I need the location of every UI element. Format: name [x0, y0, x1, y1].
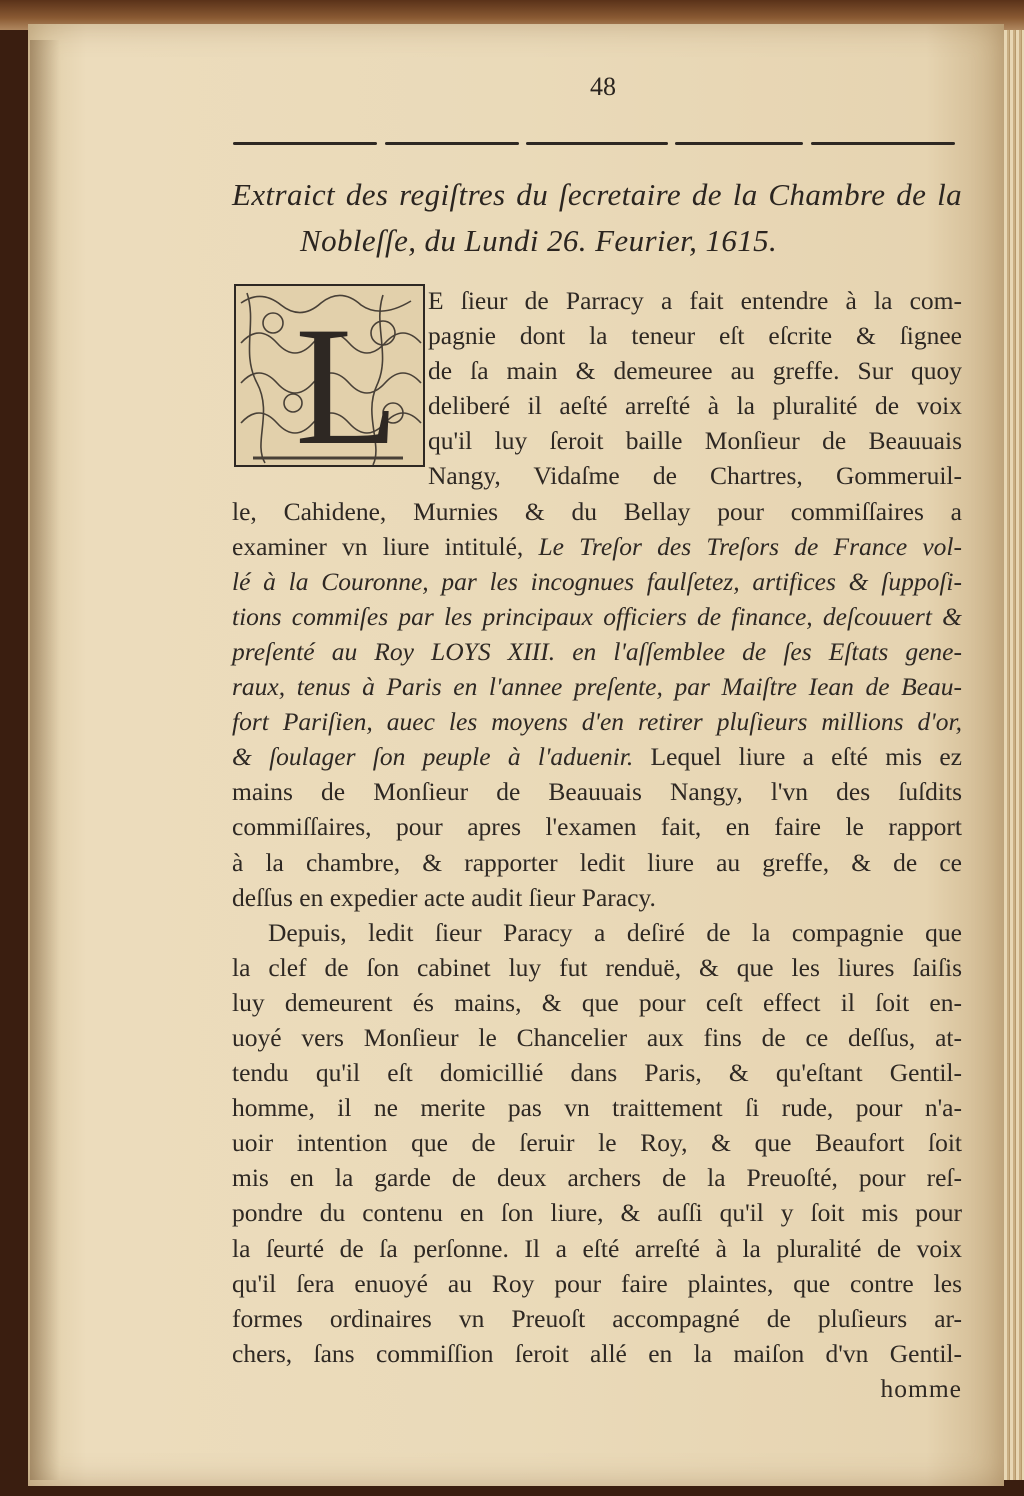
text-line: Depuis, ledit ſieur Paracy a deſiré de la compagnie que	[268, 917, 962, 947]
text-line: raux, tenus à Paris en l'annee preſente, par Maiſtre Iean de Beau-	[232, 672, 962, 702]
text-line	[232, 739, 962, 774]
ornamental-rule	[233, 141, 955, 147]
catchword: homme	[880, 1373, 962, 1403]
text-line: mis en la garde de deux archers de la Preuoſté, pour reſ-	[232, 1163, 962, 1193]
text-line: fort Pariſien, auec les moyens d'en retirer pluſieurs millions d'or,	[232, 707, 962, 737]
text-line: pagnie dont la teneur eſt eſcrite & ſignee	[428, 321, 962, 351]
page-fore-edge	[1004, 30, 1024, 1480]
text-line: à la chambre, & rapporter ledit liure au greffe, & de ce	[232, 847, 962, 877]
text-line: E ſieur de Parracy a fait entendre à la com-	[428, 286, 962, 315]
text-line: qu'il ſera enuoyé au Roy pour faire plaintes, que contre les	[232, 1268, 962, 1298]
book-title-segment: Le Treſor des Treſors de France vol-	[538, 531, 963, 561]
text-line: de ſa main & demeuree au greffe. Sur quoy	[428, 356, 962, 386]
text-line: tions commiſes par les principaux officiers de finance, deſcouuert &	[232, 601, 962, 631]
text-line: deſſus en expedier acte audit ſieur Paracy.	[232, 882, 656, 912]
book-title-segment: & ſoulager ſon peuple à l'aduenir.	[232, 742, 634, 772]
text-line: lé à la Couronne, par les incognues faulſetez, artifices & ſuppoſi-	[232, 566, 962, 596]
text-line: uoir intention que de ſeruir le Roy, & que Beaufort ſoit	[232, 1128, 962, 1158]
heading-line-2: Nobleſſe, du Lundi 26. Feurier, 1615.	[300, 223, 778, 258]
text-line: commiſſaires, pour apres l'examen fait, en faire le rapport	[232, 812, 962, 842]
section-heading	[232, 172, 962, 264]
page-gutter-shadow	[30, 40, 60, 1480]
page-number: 48	[590, 72, 616, 101]
text-line: uoyé vers Monſieur le Chancelier aux fins de ce deſſus, at-	[232, 1022, 962, 1052]
text-segment: Lequel liure a eſté mis ez	[633, 742, 962, 772]
text-line: le, Cahidene, Murnies & du Bellay pour commiſſaires a	[232, 496, 962, 526]
text-line: Nangy, Vidaſme de Chartres, Gommeruil-	[428, 461, 962, 491]
text-line: pondre du contenu en ſon liure, & auſſi qu'il y ſoit mis pour	[232, 1198, 962, 1228]
body-text	[232, 283, 962, 1406]
text-line: luy demeurent és mains, & que pour ceſt effect il ſoit en-	[232, 987, 962, 1017]
text-line: tendu qu'il eſt domicillié dans Paris, & qu'eſtant Gentil-	[232, 1058, 962, 1088]
text-line: la clef de ſon cabinet luy fut renduë, & que les liures ſaiſis	[232, 952, 962, 982]
dropcap-letter: L	[295, 292, 399, 468]
text-line: homme, il ne merite pas vn traittement ſi rude, pour n'a-	[232, 1093, 962, 1123]
text-segment: examiner vn liure intitulé,	[232, 531, 539, 561]
heading-line-1: Extraict des regiſtres du ſecretaire de la Chambre de la	[232, 177, 962, 212]
text-line: preſenté au Roy LOYS XIII. en l'aſſemblee de ſes Eſtats gene-	[232, 636, 962, 666]
text-line: formes ordinaires vn Preuoſt accompagné de pluſieurs ar-	[232, 1303, 962, 1333]
text-line: deliberé il aeſté arreſté à la pluralité de voix	[428, 391, 962, 421]
text-line: qu'il luy ſeroit baille Monſieur de Beauuais	[428, 426, 962, 456]
text-line: chers, ſans commiſſion ſeroit allé en la maiſon d'vn Gentil-	[232, 1338, 962, 1368]
text-line: la ſeurté de ſa perſonne. Il a eſté arreſté à la pluralité de voix	[232, 1233, 962, 1263]
text-line	[232, 529, 962, 564]
text-line: mains de Monſieur de Beauuais Nangy, l'vn des ſuſdits	[232, 777, 962, 807]
